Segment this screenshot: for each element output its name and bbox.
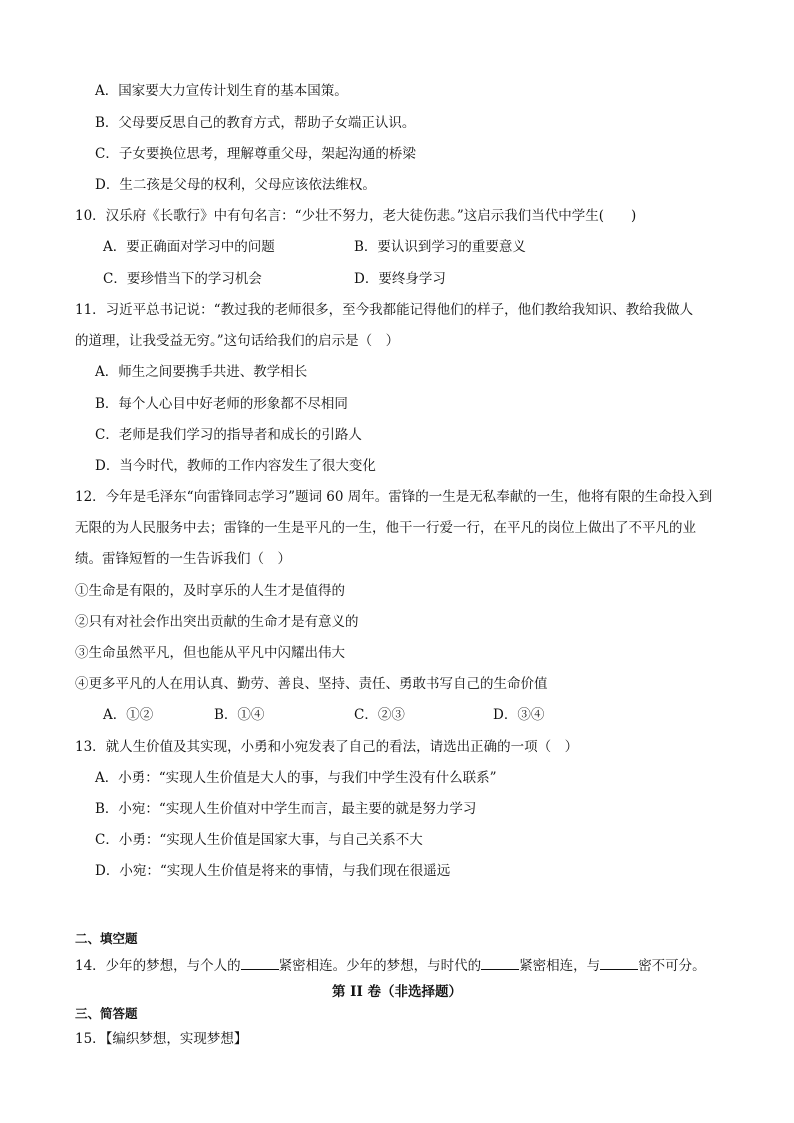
q14-part2: 紧密相连。少年的梦想，与时代的 (278, 958, 482, 974)
q15-stem: 15．【编织梦想，实现梦想】 (75, 1031, 248, 1047)
q13-option-d: D．小宛：“实现人生价值是将来的事情，与我们现在很遥远 (95, 863, 451, 879)
q13-stem: 13．就人生价值及其实现，小勇和小宛发表了自己的看法，请选出正确的一项（ ） (75, 739, 579, 755)
section-2-heading: 二、填空题 (75, 931, 138, 946)
q12-choice-3: ③生命虽然平凡，但也能从平凡中闪耀出伟大 (75, 645, 345, 661)
q14-blank-3 (600, 957, 638, 970)
q12-stem-line2: 无限的为人民服务中去；雷锋的一生是平凡的一生，他干一行爱一行，在平凡的岗位上做出了不平凡的业 (75, 520, 696, 536)
q13-option-a: A．小勇：“实现人生价值是大人的事，与我们中学生没有什么联系” (95, 770, 497, 786)
q9-option-a: A．国家要大力宣传计划生育的基本国策。 (95, 83, 348, 99)
q12-choice-4: ④更多平凡的人在用认真、勤劳、善良、坚持、责任、勇敢书写自己的生命价值 (75, 676, 548, 692)
q10-option-c: C．要珍惜当下的学习机会 (103, 271, 262, 287)
q10-stem: 10．汉乐府《长歌行》中有句名言：“少壮不努力，老大徒伤悲。”这启示我们当代中学生( ) (75, 208, 637, 224)
q12-choice-2: ②只有对社会作出突出贡献的生命才是有意义的 (75, 614, 359, 630)
q11-option-a: A．师生之间要携手共进、教学相长 (95, 364, 308, 380)
q11-option-c: C．老师是我们学习的指导者和成长的引路人 (95, 427, 362, 443)
q12-choice-1: ①生命是有限的，及时享乐的人生才是值得的 (75, 583, 345, 599)
q11-stem-line1: 11．习近平总书记说：“教过我的老师很多，至今我都能记得他们的样子，他们教给我知识、教给我做人 (75, 302, 694, 318)
q11-stem-line2: 的道理，让我受益无穷。”这句话给我们的启示是（ ） (75, 333, 400, 349)
q14-part1: 14．少年的梦想，与个人的 (75, 958, 241, 974)
q11-option-d: D．当今时代，教师的工作内容发生了很大变化 (95, 458, 376, 474)
q9-option-c: C．子女要换位思考，理解尊重父母，架起沟通的桥梁 (95, 146, 416, 162)
q12-stem-line1: 12．今年是毛泽东“向雷锋同志学习”题词 60 周年。雷锋的一生是无私奉献的一生，他将有限的生命投入到 (75, 489, 713, 505)
q10-option-d: D．要终身学习 (354, 271, 446, 287)
q14-stem (75, 957, 706, 975)
q13-option-b: B．小宛：“实现人生价值对中学生而言，最主要的就是努力学习 (95, 801, 477, 817)
q10-option-b: B．要认识到学习的重要意义 (354, 239, 526, 255)
section-3-heading: 三、简答题 (75, 1006, 138, 1021)
q14-part3: 紧密相连，与 (519, 958, 601, 974)
q9-option-b: B．父母要反思自己的教育方式，帮助子女端正认识。 (95, 115, 416, 131)
q12-option-d: D．③④ (493, 707, 545, 723)
q12-option-b: B．①④ (214, 707, 265, 723)
q11-option-b: B．每个人心目中好老师的形象都不尽相同 (95, 396, 348, 412)
q12-option-c: C．②③ (354, 707, 405, 723)
q12-option-a: A．①② (103, 707, 154, 723)
q13-option-c: C．小勇：“实现人生价值是国家大事，与自己关系不大 (95, 832, 423, 848)
q12-stem-line3: 绩。雷锋短暂的一生告诉我们（ ） (75, 551, 291, 567)
volume-2-title: 第 II 卷（非选择题） (331, 984, 463, 1000)
q14-part4: 密不可分。 (638, 958, 706, 974)
q9-option-d: D．生二孩是父母的权利，父母应该依法维权。 (95, 177, 376, 193)
q14-blank-1 (241, 957, 279, 970)
q14-blank-2 (481, 957, 519, 970)
q10-option-a: A．要正确面对学习中的问题 (103, 239, 275, 255)
